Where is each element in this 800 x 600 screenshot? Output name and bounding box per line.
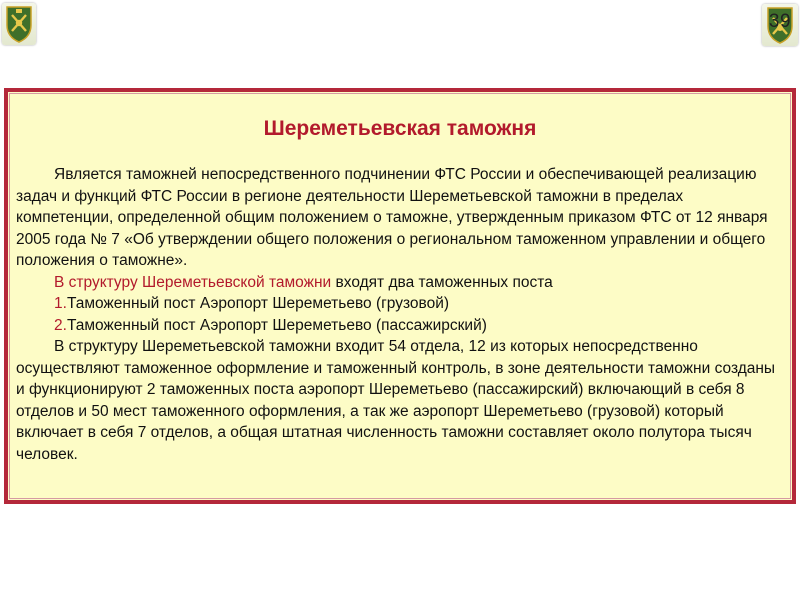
structure-rest: входят два таможенных поста xyxy=(331,273,553,291)
list-text: Таможенный пост Аэропорт Шереметьево (пассажирский) xyxy=(66,316,487,334)
list-item xyxy=(16,315,784,337)
intro-paragraph: Является таможней непосредственного подчинении ФТС России и обеспечивающей реализацию задач и функций ФТС России в регионе деятельности Шереметьевской таможни в пределах компетенции, определенной общим положением о таможне, утвержденным приказом ФТС от 12 января 2005 года № 7 «Об утверждении общего положения о региональном таможенном управлении и общего положения о таможне». xyxy=(16,166,768,269)
content-panel xyxy=(4,88,796,504)
list-item xyxy=(16,293,784,315)
body-text xyxy=(16,164,784,465)
list-text: Таможенный пост Аэропорт Шереметьево (грузовой) xyxy=(66,295,450,312)
customs-emblem-icon xyxy=(2,3,36,45)
structure-highlight: В структуру Шереметьевской таможни xyxy=(54,273,332,291)
page-number: 39 xyxy=(768,11,792,32)
closing-paragraph: В структуру Шереметьевской таможни входит 54 отдела, 12 из которых непосредственно осуществляют таможенное оформление и таможенный контроль, в зоне деятельности таможни созданы и функционируют 2 таможенных поста аэропорт Шереметьево (пассажирский) включающий в себя 8 отделов и 50 мест таможенного оформления, а так же аэропорт Шереметьево (грузовой) который включает в себя 7 отделов, а общая штатная численность таможни составляет около полутора тысяч человек. xyxy=(16,338,776,463)
list-number: 2. xyxy=(54,316,67,334)
list-number: 1. xyxy=(54,295,67,312)
slide-title: Шереметьевская таможня xyxy=(263,117,537,140)
structure-paragraph xyxy=(16,272,784,294)
